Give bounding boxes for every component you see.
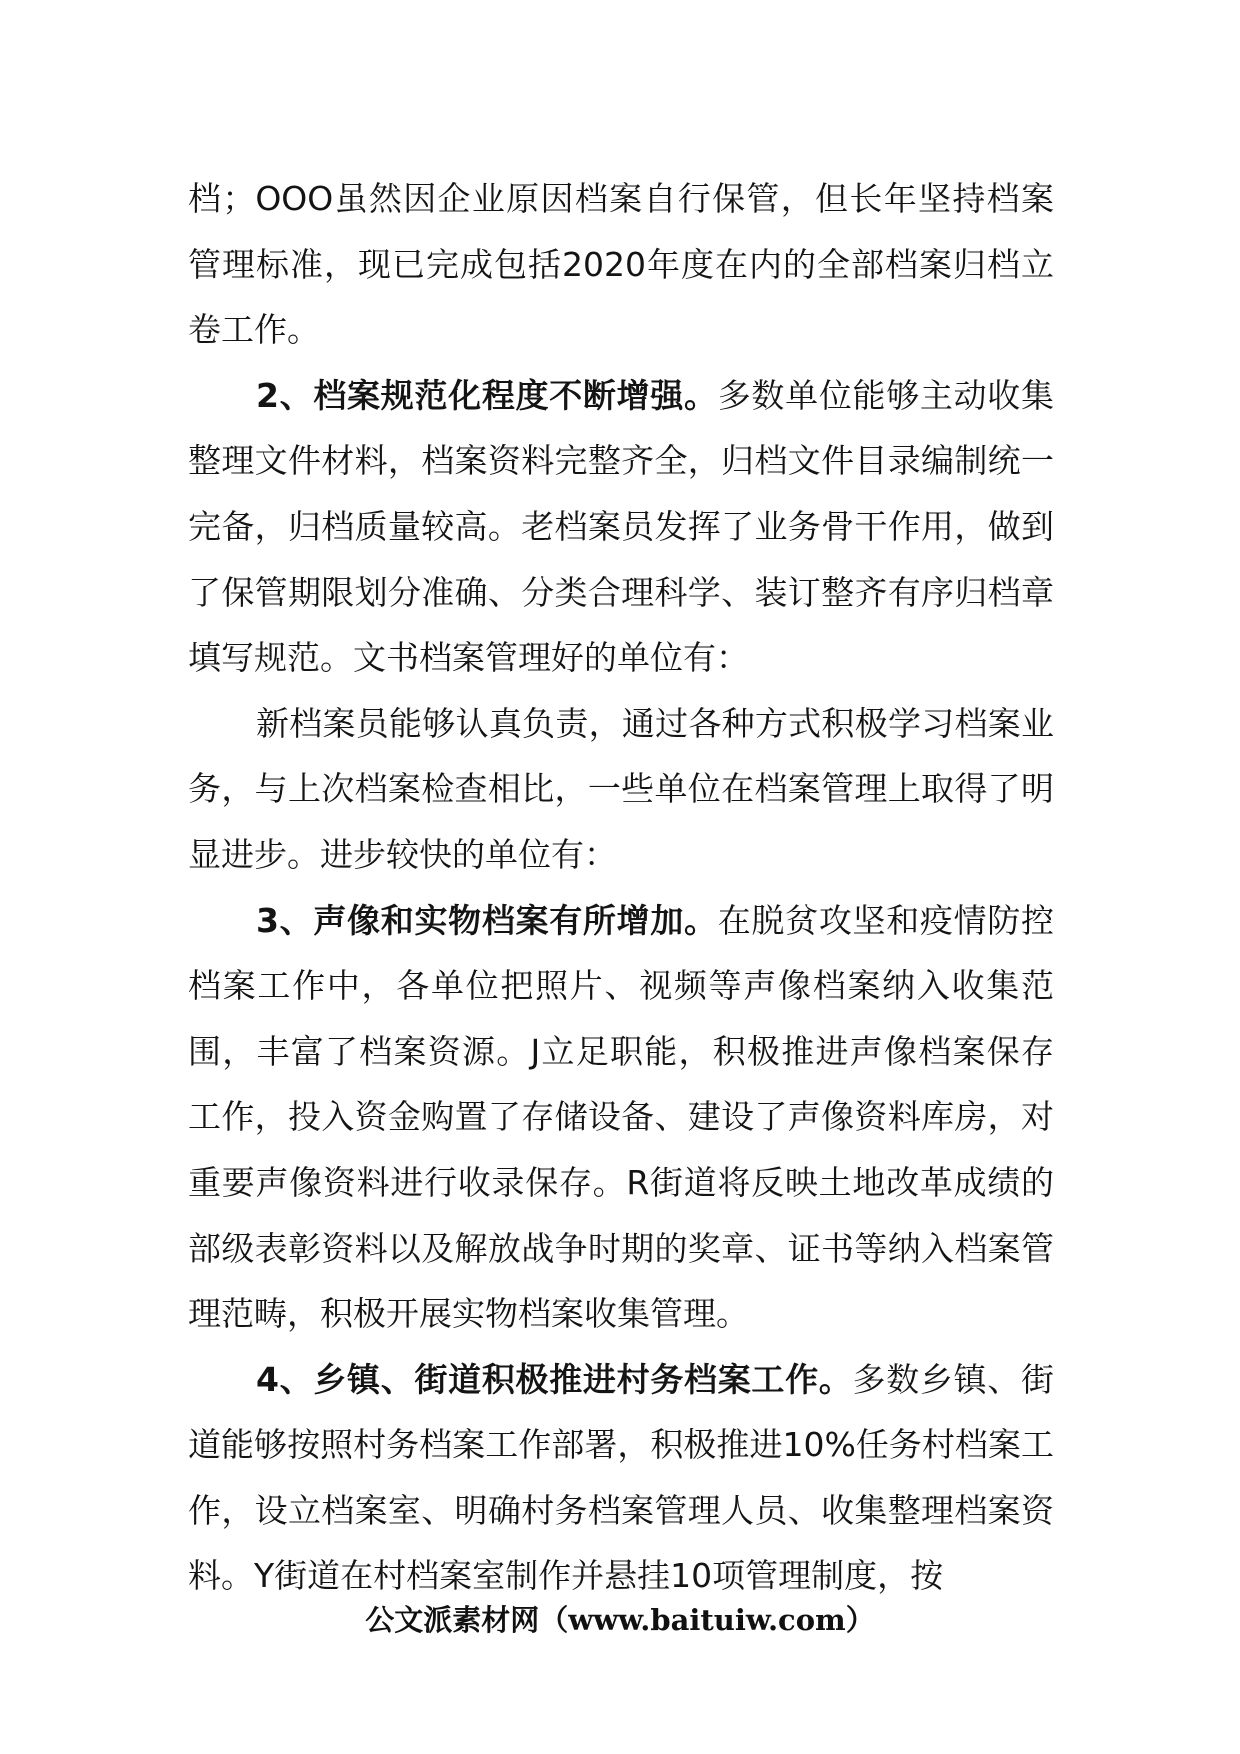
paragraph-text: 在脱贫攻坚和疫情防控档案工作中，各单位把照片、视频等声像档案纳入收集范围，丰富了档案资源。J立足职能，积极推进声像档案保存工作，投入资金购置了存储设备、建设了声像资料库房，对重要声像资料进行收录保存。R街道将反映土地改革成绩的部级表彰资料以及解放战争时期的奖章、证书等纳入档案管理范畴，积极开展实物档案收集管理。 — [188, 900, 1055, 1334]
paragraph-text: 档；OOO虽然因企业原因档案自行保管，但长年坚持档案管理标准，现已完成包括2020年度在内的全部档案归档立卷工作。 — [188, 179, 1054, 350]
document-body — [188, 166, 1054, 1609]
paragraph-heading: 2、档案规范化程度不断增强。 — [256, 375, 718, 415]
paragraph-heading: 3、声像和实物档案有所增加。 — [256, 900, 718, 940]
paragraph-new-archivists — [188, 691, 1054, 888]
paragraph-text: 新档案员能够认真负责，通过各种方式积极学习档案业务，与上次档案检查相比，一些单位在档案管理上取得了明显进步。进步较快的单位有： — [188, 703, 1054, 874]
paragraph-text: 多数乡镇、街道能够按照村务档案工作部署，积极推进10%任务村档案工作，设立档案室、明确村务档案管理人员、收集整理档案资料。Y街道在村档案室制作并悬挂10项管理制度，按 — [188, 1359, 1055, 1596]
paragraph-heading: 4、乡镇、街道积极推进村务档案工作。 — [256, 1359, 853, 1399]
paragraph-continuation — [188, 166, 1054, 363]
paragraph-text: 多数单位能够主动收集整理文件材料，档案资料完整齐全，归档文件目录编制统一完备，归档质量较高。老档案员发挥了业务骨干作用，做到了保管期限划分准确、分类合理科学、装订整齐有序归档章填写规范。文书档案管理好的单位有： — [188, 375, 1055, 678]
paragraph-archive-standardization — [188, 363, 1054, 691]
paragraph-audiovisual-archives — [188, 888, 1054, 1347]
page-footer-watermark: 公文派素材网（www.baituiw.com） — [365, 1603, 875, 1637]
paragraph-village-archives — [188, 1347, 1054, 1609]
